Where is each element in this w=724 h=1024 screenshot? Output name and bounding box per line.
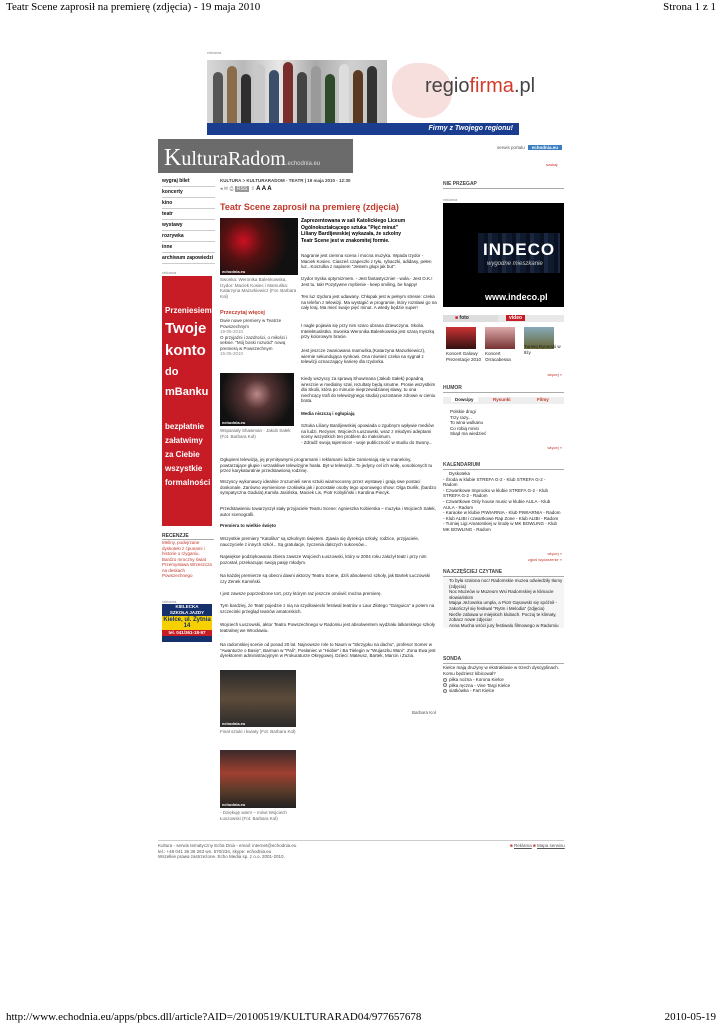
wiecej-link[interactable]: więcej » xyxy=(547,551,562,556)
radio-icon xyxy=(443,678,447,682)
kulturaradom-logo[interactable]: KulturaRadom.echodnia.eu xyxy=(158,139,353,173)
breadcrumb: KULTURA > KULTURARADOM - TEATR | 19 maja 2010 - 12:30 xyxy=(220,178,351,183)
thumb-label[interactable]: Koncert Galowy Prezentacje 2010 xyxy=(446,351,482,362)
naj-item[interactable]: Anna Mucha wróci jury festiwalu filmowego w Radomiu xyxy=(449,622,559,628)
print-header-title: Teatr Scene zaprosił na premierę (zdjęcia) - 19 maja 2010 xyxy=(6,1,261,13)
nav-wygraj-bilet[interactable]: wygraj bilet xyxy=(162,176,215,187)
radio-icon xyxy=(443,683,447,687)
humor-tabs xyxy=(443,397,564,404)
nav-teatr[interactable]: teatr xyxy=(162,209,215,220)
camera-icon: ■ xyxy=(455,315,459,321)
sonda-option[interactable]: piłka nożna - Korona Kielce xyxy=(443,677,561,683)
kalendarium-heading: KALENDARIUM xyxy=(443,462,564,470)
tab-video[interactable]: video xyxy=(498,315,564,322)
przeczytaj-item[interactable]: O przyjaźni i zazdrości, o miłości i seksie. "Mój boski rozwód" nową premierą w Powszechnym xyxy=(220,334,288,351)
kal-item[interactable]: - Środa w klubie STREFA G-2 - Klub STREFA G-2 - Radom xyxy=(443,476,546,488)
reklama-label-right: reklama xyxy=(443,197,458,202)
photo3-caption: Finał sztuki i kwiaty (Fot. Barbara Koł) xyxy=(220,729,296,734)
sonda-options xyxy=(443,677,561,694)
site-footer: Kultura - serwis tematyczny Echa Dnia - email: internet@echodnia.eu tel.: +48 041 36 36 263 wn. 570/234, skype: echodnia.eu Wszelkie prawa zastrzeżone. Echo Media sp. z o.o. 2001-2010. xyxy=(158,843,297,859)
kal-item[interactable]: - Czwartkowe Improoko w klubie STREFA G-2 - Klub STREFA G-2 - Radom xyxy=(443,487,549,499)
kal-category: Dyskoteka xyxy=(449,471,471,476)
humor-item[interactable]: Polskie drogi xyxy=(450,409,476,414)
prev-icon[interactable]: ◂ xyxy=(220,186,223,192)
przeczytaj-date: 15-05-2010 xyxy=(220,351,244,356)
kalendarium-list xyxy=(443,471,561,533)
przeczytaj-heading: Przeczytaj więcej xyxy=(220,310,265,316)
sonda-question: Kielce mają drużyny w ekstraklasie w trzech dyscyplinach. Komu będziesz kibicował? xyxy=(443,665,560,676)
tab-rysunki[interactable]: Rysunki xyxy=(493,397,511,402)
paragraph: Przedstawieniu towarzyszył stały przyjaciele Teatru Scene: Agnieszka Kobierska – muzyka i Wojciech Sałek, autor scenografii. xyxy=(220,506,436,517)
regiofirma-banner[interactable] xyxy=(207,55,536,138)
article-tools xyxy=(220,186,272,192)
humor-item[interactable]: To wina wulkanu xyxy=(450,420,484,426)
sonda-option[interactable]: siatkówka - Fart Kielce xyxy=(443,688,561,694)
paragraph: Wojciech Łuszowski, aktor Teatru Powszechnego w Radomiu jest absolwentem wydziału lalkarskiego szkoły teatralnej we Wrocławiu. xyxy=(220,622,436,633)
paragraph: Jest jeszcze zwariowana mamuśka,(Katarzyna Mazurkiewicz), wiernie sekundująca synkowi. Ona również czeka na sygnał z telewizji oznaczający karierę dla Izydorka. xyxy=(301,348,426,365)
naj-item[interactable]: To była szalona noc! Radomskie muzea odwiedziły tłumy (zdjęcia) xyxy=(449,578,563,589)
font-size-controls[interactable]: A A A xyxy=(256,186,272,192)
photo-actors[interactable]: echodnia.eu xyxy=(220,218,298,275)
print-footer-date: 2010-05-19 xyxy=(664,1011,716,1023)
radio-icon xyxy=(443,689,447,693)
paragraph: Izydor tryska optymizmem. - Jest fantastycznie! - woła.- Jest O.K.! Jest tu, tak! Pozytywne myślenie - keep smiling, be happy! xyxy=(301,276,433,287)
kal-item[interactable]: - Karaoke w klubie PIWIARNIA - Klub PIWIARNIA - Radom xyxy=(443,510,561,516)
photo-director[interactable]: echodnia.eu xyxy=(220,750,296,808)
banner-slogan: Firmy z Twojego regionu! xyxy=(428,125,513,132)
paragraph: Kiedy wszyscy za sprawą Showmana (Jakub Sałek) popadną wreszcie w medialny szał, rezultaty będą smutne. Prosie wszystkim dla Skolii, która po minucie nieprzewidzianej sławy, tu ona niechcący trafi do telewizyjnego studia) pozostanie zdrowe w cieniu brata. xyxy=(301,376,436,404)
thumb-orracabessa[interactable] xyxy=(485,327,515,349)
nav-koncerty[interactable]: koncerty xyxy=(162,187,215,198)
mapa-link[interactable]: Mapa serwisu xyxy=(537,843,565,848)
recenzje-item[interactable]: Bardzo mroczny świat Przemysława Wrzeszcza na deskach Powszechnego xyxy=(162,556,212,578)
reklama-label-left2: reklama xyxy=(162,599,177,604)
nav-kino[interactable]: kino xyxy=(162,198,215,209)
article-title: Teatr Scene zaprosił na premierę (zdjęcia) xyxy=(220,202,399,212)
sonda-option[interactable]: piłka ręczna - Vive Targi Kielce xyxy=(443,683,561,689)
paragraph: Sztuka Liliany Bardijewskiej opowiada o zgubnym wpływie mediów na ludzi. Rezyser, Wojciech Łuszowski, wraz z młodymi adeptami sceny wszystkich ten problem do maksimum. - Zdradź swoją tajemnice! - woje publiczność w studiu do Swony... xyxy=(301,423,434,445)
tab-foto[interactable]: ■ foto xyxy=(443,315,498,322)
nav-rozrywka[interactable]: rozrywka xyxy=(162,231,215,242)
kal-item[interactable]: - Klub ALIBI i czwartkowe Rap Zone - Klub ALIBI - Radom xyxy=(443,515,559,521)
paragraph: I nagle pojawia się przy nim szaro ubrana dziewczyna. Skolia. Intelektualistka. Swonka Weronika Balenkowska jest szarą myszką przy kolorowym bracie. xyxy=(301,323,435,340)
indeco-logo: INDECO xyxy=(483,240,556,259)
humor-heading: HUMOR xyxy=(443,385,564,393)
paragraph: Najwiękse podziękowania zbiera zawsze Wojciech Łuszowski, który w 2004 roku założył teatr i przy nim pozostał, przekazując swoją pasję młodym. xyxy=(220,554,427,565)
rss-icon[interactable]: RSS xyxy=(236,186,248,192)
reklama-label: reklama xyxy=(207,50,222,55)
wiecej-link[interactable]: więcej » xyxy=(547,445,562,450)
banner-people-image xyxy=(207,60,387,132)
nav-archiwum[interactable]: archiwum zapowiedzi xyxy=(162,253,215,264)
share-icon[interactable]: ⇪ xyxy=(250,186,255,192)
photo1-caption: Swonka: Weronika Balenkowska, Izydor: Maciek Kosiec i Mamuśka: Katarzyna Mazurkiewicz (Fot. Barbara Koł) xyxy=(220,277,297,299)
serwis-portalu[interactable]: serwis portalu echodnia.eu xyxy=(497,145,562,150)
recenzje-item[interactable]: Meliny, podejrzane dyskoteki z ćpunami i historie o rżyganiu. xyxy=(162,540,205,556)
photo4-caption: - Dziękuję wam! – mówi Wojciech Łuszowski (Fot. Barbara Koł) xyxy=(220,810,287,821)
naj-item[interactable]: Nieźle zabawa w miejskich klubach. Poczuj te klimaty, zobacz nowe zdjęcia! xyxy=(449,611,557,623)
naj-item[interactable]: Noc Muzeów w Muzeum Wsi Radomskiej w klimacie słowiańskim xyxy=(449,589,554,600)
reklama-link[interactable]: Reklama xyxy=(513,843,532,848)
recenzje-list xyxy=(162,540,215,579)
naj-item[interactable]: Mająa Jeżowska umpła, a Piotr Gąsowski się spóźnił - zakończył się festiwal "Rytm i Melodia" (zdjęcia) xyxy=(449,600,558,611)
paragraph: Na każdej premierze są obecni dawni aktorzy Teatru Scene, dziś absolwenci szkoły, jak Bartek Łuczowski czy Zenek Kamiński. xyxy=(220,573,431,584)
humor-item[interactable]: Co robią mnisi xyxy=(450,425,479,431)
recenzje-heading: RECENZJE xyxy=(162,533,214,540)
paragraph: Ten luz Izydora jest udawany. Chłopak jest w pełnym stresie: czeka na telefon z telewizji. Ma wystąpić w programie, który rozsławi go na cały kraj. Ma mieć swoje pięć minut. A wtedy będzie super! xyxy=(301,294,437,311)
banner-strip xyxy=(207,123,519,135)
wiecej-link[interactable]: więcej » xyxy=(547,372,562,377)
footer-divider xyxy=(158,840,564,841)
humor-item[interactable]: Trzy razy... xyxy=(450,414,472,420)
nie-przegap-heading: NIE PRZEGAP xyxy=(443,181,564,189)
paragraph: I jest zawsze poprzedzone tort, przy którym raz jeszcze omówić można premierę. xyxy=(220,591,382,596)
footer-links: ■ Reklama ■ Mapa serwisu xyxy=(510,843,565,848)
paragraph: Ogłupieni telewizją, jej prymitywnymi programami i reklamami ludzie zamieniają się w manekiny, powtarzające głupie i wrzaskliwe telewizyjne hasła. Byt w telewizji!...To jedyny cel ich wołę, uosobionych tu przez karykaturalnie przedstawioną rodzinę. xyxy=(220,457,433,474)
photo2-caption: Wspaniały Shawman - Jakub Sałek (Fot. Barbara Koł) xyxy=(220,428,291,439)
article-lead: Zaprezentowana w sali Katolickiego Liceum Ogólnokształcącego sztuka "Pięć minut" Liliany Bardijewskiej wykazała, że szkolny Teatr Scene jest w znakomitej formie. xyxy=(301,218,406,244)
thumb-label[interactable]: Turniej Rycerski w Iłży xyxy=(524,344,561,355)
site-header xyxy=(158,139,564,173)
print-footer-url: http://www.echodnia.eu/apps/pbcs.dll/article?AID=/20100519/KULTURARAD04/977657678 xyxy=(6,1011,422,1023)
subheading-media: Media niszczą i ogłupiają xyxy=(301,411,355,416)
tab-filmy[interactable]: Filmy xyxy=(537,397,549,402)
przeczytaj-item[interactable]: Dwie nowe premiery w Teatrze Powszechnym xyxy=(220,318,282,329)
paragraph: Nagranie jest ciemna scena i mocna muzyka. Wpada Izydor - Maciek Kosiec. Ciasześ czapeczki z tyłu, rybaczki, adidasy, pełen luz...Koszulka z napisem "Jestem głupi jak but". xyxy=(301,253,432,270)
najczesciej-list xyxy=(443,578,564,628)
photo-showman[interactable]: echodnia.eu xyxy=(220,373,294,426)
print-header-page: Strona 1 z 1 xyxy=(663,1,716,13)
najczesciej-heading: NAJCZĘŚCIEJ CZYTANE xyxy=(443,569,564,577)
thumb-koncert-galowy[interactable] xyxy=(446,327,476,349)
photo-finale[interactable]: echodnia.eu xyxy=(220,670,296,727)
print-icon[interactable]: ⎙ xyxy=(229,186,234,192)
zglos-wydarzenie-link[interactable]: zgłoś wydarzenie » xyxy=(527,557,562,562)
szkola-jazdy-ad[interactable]: KIELECKA SZKOŁA JAZDY Kielce, ul. Żytnia 14 tel. 041/361-18-97 xyxy=(162,604,212,642)
subheading-premiera: Premiera to wielkie święto xyxy=(220,523,277,528)
humor-list xyxy=(450,409,560,437)
mail-icon[interactable]: ✉ xyxy=(223,186,229,192)
thumb-label[interactable]: Koncert Orracabessa xyxy=(485,351,511,362)
paragraph: Wszyscy wykonawcy idealnie zrozumieli sens sztuki wiarmocosny przez wystawę i grają swe postaci doskonale. Zarówno wymienione czołówka jak i pozostałe osoby tego uporowego show: Olga Durlik, (bardzo sympatyczna Gadula),Kamila Jasińska, Maciek Lis, Piotr Kobyliński i Karolina Piecyk. xyxy=(220,479,437,496)
regiofirma-logo: regiofirma.pl xyxy=(425,75,536,97)
paragraph: Na radomskiej scenie od ponad 20 lat. Najnowsze role to Naum w "Skrzypku na dachu", profesor Somer w "Awanturze o Basię", Barman w "Pali", Posłaniec w "Hiobie" i Ba Tielegin w "Wujaszku Wani". Zona Ewa jest dyrektorem administracyjnym w Prokuraturze Okręgowej. Dzieci: Mateusz, Bartek, Marcin i Zuzia. xyxy=(220,642,436,659)
paragraph: Wszystkie premiery "Katolika" są szkolnym świętem. Zjawia się dyrekcja szkoły, rodzice, przyjaciele, nauczyciele z innych szkół... Są gratulacje, życzenia dalszych sukcesów... xyxy=(220,536,420,547)
left-navigation xyxy=(162,176,215,264)
byline: Barbara Koł xyxy=(412,710,436,715)
przeczytaj-date: 19-05-2010 xyxy=(220,329,244,334)
reklama-label-left: reklama xyxy=(162,270,177,275)
mbank-ad[interactable]: Przeniesiemy Twoje konto do mBanku bezpłatnie załatwimy za Ciebie wszystkie formalności xyxy=(162,276,212,526)
szukaj-link[interactable]: szukaj xyxy=(546,162,558,167)
paragraph: Tym bardziej, że Teatr pojedzie z nią na szydłowiecki festiwal teatrów o Laur Złotego "Garguica" a potem na szczecinki przegląd teatrów amatorskich. xyxy=(220,603,435,614)
nav-inne[interactable]: inne xyxy=(162,242,215,253)
media-tabs xyxy=(443,315,564,322)
sonda-heading: SONDA xyxy=(443,656,564,664)
indeco-ad[interactable]: INDECO wygodne mieszkanie www.indeco.pl xyxy=(443,203,564,307)
kal-item[interactable]: - Czwartkowe Only house music w klubie AULA - Klub AULA - Radom xyxy=(443,498,551,510)
nav-wystawy[interactable]: wystawy xyxy=(162,220,215,231)
przeczytaj-list xyxy=(220,318,298,357)
humor-item[interactable]: Skąd ma wiedzieć xyxy=(450,431,487,437)
tab-dowcipy[interactable]: Dowcipy xyxy=(451,397,478,402)
kal-item[interactable]: - Turniej Ligi Amatorskiej w środę w MK BOWLING - Klub MK BOWLING - Radom xyxy=(443,521,558,532)
